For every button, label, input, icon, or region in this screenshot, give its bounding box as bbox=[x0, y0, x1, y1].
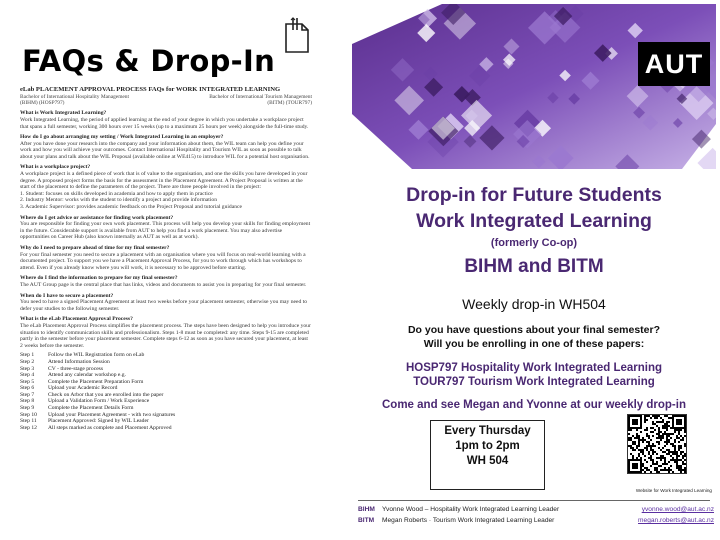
faq-question: Why do I need to prepare ahead of time for my final semester? bbox=[20, 245, 170, 251]
faq-step-row bbox=[20, 418, 312, 425]
flyer-question-2: Will you be enrolling in one of these papers: bbox=[423, 338, 645, 350]
faq-subheading-codes bbox=[20, 100, 312, 106]
faq-step-row bbox=[20, 359, 312, 366]
faq-question: What is Work Integrated Learning? bbox=[20, 110, 107, 117]
faq-step-row bbox=[20, 372, 312, 379]
drop-in-room: WH 504 bbox=[466, 455, 509, 467]
faq-project-point: 1. Student: focuses on skills developed in academia and how to apply them in practice bbox=[20, 190, 213, 197]
contact-email-link[interactable]: megan.roberts@aut.ac.nz bbox=[638, 517, 714, 524]
faq-answer: You are responsible for finding your own work placement. This process will help you develop your skills for finding employment in the future. Considerable support is available from AUT to help you find a work placement. You may also advertise opportunities on Career Hub (also known internally as AUT as well as at work). bbox=[20, 221, 311, 241]
drop-in-time: 1pm to 2pm bbox=[455, 440, 520, 452]
faq-step-text: Attend any calendar workshop e.g. bbox=[48, 372, 126, 379]
flyer-paper-2: TOUR797 Tourism Work Integrated Learning bbox=[413, 376, 655, 388]
contact-email-link[interactable]: yvonne.wood@aut.ac.nz bbox=[641, 506, 714, 513]
faq-step-text: Upload your Academic Record bbox=[48, 385, 118, 392]
faq-question: How do I go about arranging my setting / Work Integrated Learning in an employer? bbox=[20, 134, 224, 141]
faq-step-number: Step 5 bbox=[20, 378, 35, 385]
drop-in-day: Every Thursday bbox=[444, 425, 531, 437]
faq-question: Where do I get advice or assistance for finding work placement? bbox=[20, 214, 174, 221]
faq-step-text: Check on Arbor that you are enrolled into the paper bbox=[48, 391, 164, 398]
faq-step-text: Complete the Placement Details Form bbox=[48, 405, 134, 412]
faq-answer: The eLab Placement Approval Process simplifies the placement process. The steps have been designed to help you introduce your situation to identify communication skills and professionalism. Steps 1-8 must be completed: any time. Steps 9-15 are completed partly in the semester before your placement semester. Complete steps 6-12 as soon as you have secured your placement, at least 2 weeks before the semester. bbox=[20, 322, 311, 349]
faq-step-row bbox=[20, 398, 312, 405]
flyer-come-see: Come and see Megan and Yvonne at our weekly drop-in bbox=[382, 399, 686, 411]
contact-person: Megan Roberts · Tourism Work Integrated Learning Leader bbox=[382, 517, 555, 524]
faq-step-row bbox=[20, 412, 312, 419]
faq-step-number: Step 9 bbox=[20, 405, 35, 412]
drop-in-flyer bbox=[352, 4, 716, 538]
faq-question: When do I have to secure a placement? bbox=[20, 292, 114, 299]
faq-step-row bbox=[20, 385, 312, 392]
faq-step-number: Step 8 bbox=[20, 398, 35, 405]
drop-in-time-box bbox=[430, 420, 545, 490]
document-icon bbox=[282, 16, 312, 54]
faq-step-row bbox=[20, 425, 312, 432]
faq-step-row bbox=[20, 352, 312, 359]
faq-step-number: Step 12 bbox=[20, 424, 37, 431]
faq-heading: eLab PLACEMENT APPROVAL PROCESS FAQs for WORK INTEGRATED LEARNING bbox=[20, 86, 281, 93]
contact-divider bbox=[358, 500, 710, 501]
faq-document bbox=[20, 86, 312, 536]
faq-sub-right-code: (BITM) (TOUR797) bbox=[267, 99, 312, 106]
faq-step-row bbox=[20, 392, 312, 399]
faq-step-text: Complete the Placement Preparation Form bbox=[48, 378, 144, 385]
faq-step-number: Step 7 bbox=[20, 391, 35, 398]
contact-programme: BITM bbox=[358, 517, 375, 524]
contact-person: Yvonne Wood – Hospitality Work Integrated Learning Leader bbox=[382, 506, 560, 513]
contact-programme: BIHM bbox=[358, 506, 375, 513]
faq-answer: A workplace project is a defined piece of work that is of value to the organisation, and one the skills you have developed in your degree. A proposed project forms the basis for the assessment in the Placement Agreement. A Project Proposal is written at the start of the placement to define the parameters of the project. There are three people involved in the project: bbox=[20, 171, 308, 191]
faq-step-number: Step 4 bbox=[20, 372, 35, 379]
faq-step-text: Placement Approved: Signed by WIL Leader bbox=[48, 418, 149, 425]
faq-step-row bbox=[20, 379, 312, 386]
flyer-banner bbox=[352, 4, 716, 169]
faq-step-number: Step 1 bbox=[20, 352, 35, 359]
faq-step-number: Step 3 bbox=[20, 365, 35, 372]
faq-sub-left: Bachelor of International Hospitality Management bbox=[20, 93, 129, 100]
flyer-programmes: BIHM and BITM bbox=[464, 256, 604, 277]
faq-items bbox=[20, 110, 312, 349]
faq-answer: For your final semester you need to secure a placement with an organisation where you will focus on real-world learning with a documented project. To support you we have a Placement Approval Process, for you to work through which has workshops to attend. Even if you already know where you will work, it is necessary to be approved before starting. bbox=[20, 251, 306, 271]
faq-steps bbox=[20, 352, 312, 431]
faq-question: Where do I find the information to prepare for my final semester? bbox=[20, 275, 178, 282]
faq-answer: Work Integrated Learning, the period of applied learning at the end of your degree in which you undertake a workplace project that spans a full semester, working 300 hours over 15 weeks (up to a maximum 25 hours per week) alongside the full-time study. bbox=[20, 116, 309, 130]
faq-answer: The AUT Group page is the central place that has links, videos and documents to assist you in preparing for your final semester. bbox=[20, 281, 307, 288]
qr-caption: Website for Work Integrated Learning bbox=[635, 488, 712, 493]
faq-project-point: 2. Industry Mentor: works with the student to identify a project and provide information bbox=[20, 197, 217, 204]
faq-sub-left-code: (BIHM) (HOSP797) bbox=[20, 99, 65, 106]
faq-step-number: Step 10 bbox=[20, 411, 37, 418]
flyer-question-1: Do you have questions about your final semester? bbox=[407, 324, 661, 336]
faq-answer: After you have done your research into the company and your information about them, the WIL team can help you define your work and how you will achieve your outcomes. Contact International Hospitality and Tourism WIL as soon as possible to talk about your plans and talk about the WIL Proposal (available online at WE415) to introduce WIL for a potential host organisation. bbox=[20, 140, 310, 160]
faq-step-row bbox=[20, 405, 312, 412]
faq-step-text: Upload your Placement Agreement - with two signatures bbox=[48, 411, 176, 418]
faq-step-text: All steps marked as complete and Placement Approved bbox=[48, 424, 172, 431]
faq-step-text: Follow the WIL Registration form on eLab bbox=[48, 352, 145, 359]
slide-title: FAQs & Drop-In bbox=[22, 44, 276, 78]
faq-step-text: Upload a Validation Form / Work Experience bbox=[48, 398, 150, 405]
faq-step-text: Attend Information Session bbox=[48, 358, 110, 365]
aut-logo: AUT bbox=[638, 42, 710, 86]
faq-project-point: 3. Academic Supervisor: provides academic feedback on the Project Proposal and tutorial guidance bbox=[20, 204, 242, 211]
contact-row bbox=[358, 517, 714, 524]
faq-step-number: Step 11 bbox=[20, 418, 37, 425]
faq-sub-right: Bachelor of International Tourism Management bbox=[209, 93, 312, 100]
flyer-weekly: Weekly drop-in WH504 bbox=[462, 296, 606, 312]
faq-answer: You need to have a signed Placement Agreement at least two weeks before your placement semester, otherwise you may need to defer your studies to the following semester. bbox=[20, 299, 308, 312]
faq-step-number: Step 6 bbox=[20, 385, 35, 392]
faq-step-text: CV - three-stage process bbox=[48, 365, 104, 372]
faq-question: What is the eLab Placement Approval Process? bbox=[20, 316, 133, 323]
flyer-title-line-1: Drop-in for Future Students bbox=[406, 184, 662, 206]
faq-step-row bbox=[20, 366, 312, 373]
faq-step-number: Step 2 bbox=[20, 358, 35, 365]
contact-row bbox=[358, 506, 714, 513]
flyer-paper-1: HOSP797 Hospitality Work Integrated Learning bbox=[405, 362, 663, 374]
faq-question: What is a workplace project? bbox=[20, 164, 91, 171]
qr-code bbox=[627, 414, 687, 474]
flyer-title-line-3: (formerly Co-op) bbox=[490, 237, 578, 249]
flyer-title-line-2: Work Integrated Learning bbox=[416, 210, 652, 232]
